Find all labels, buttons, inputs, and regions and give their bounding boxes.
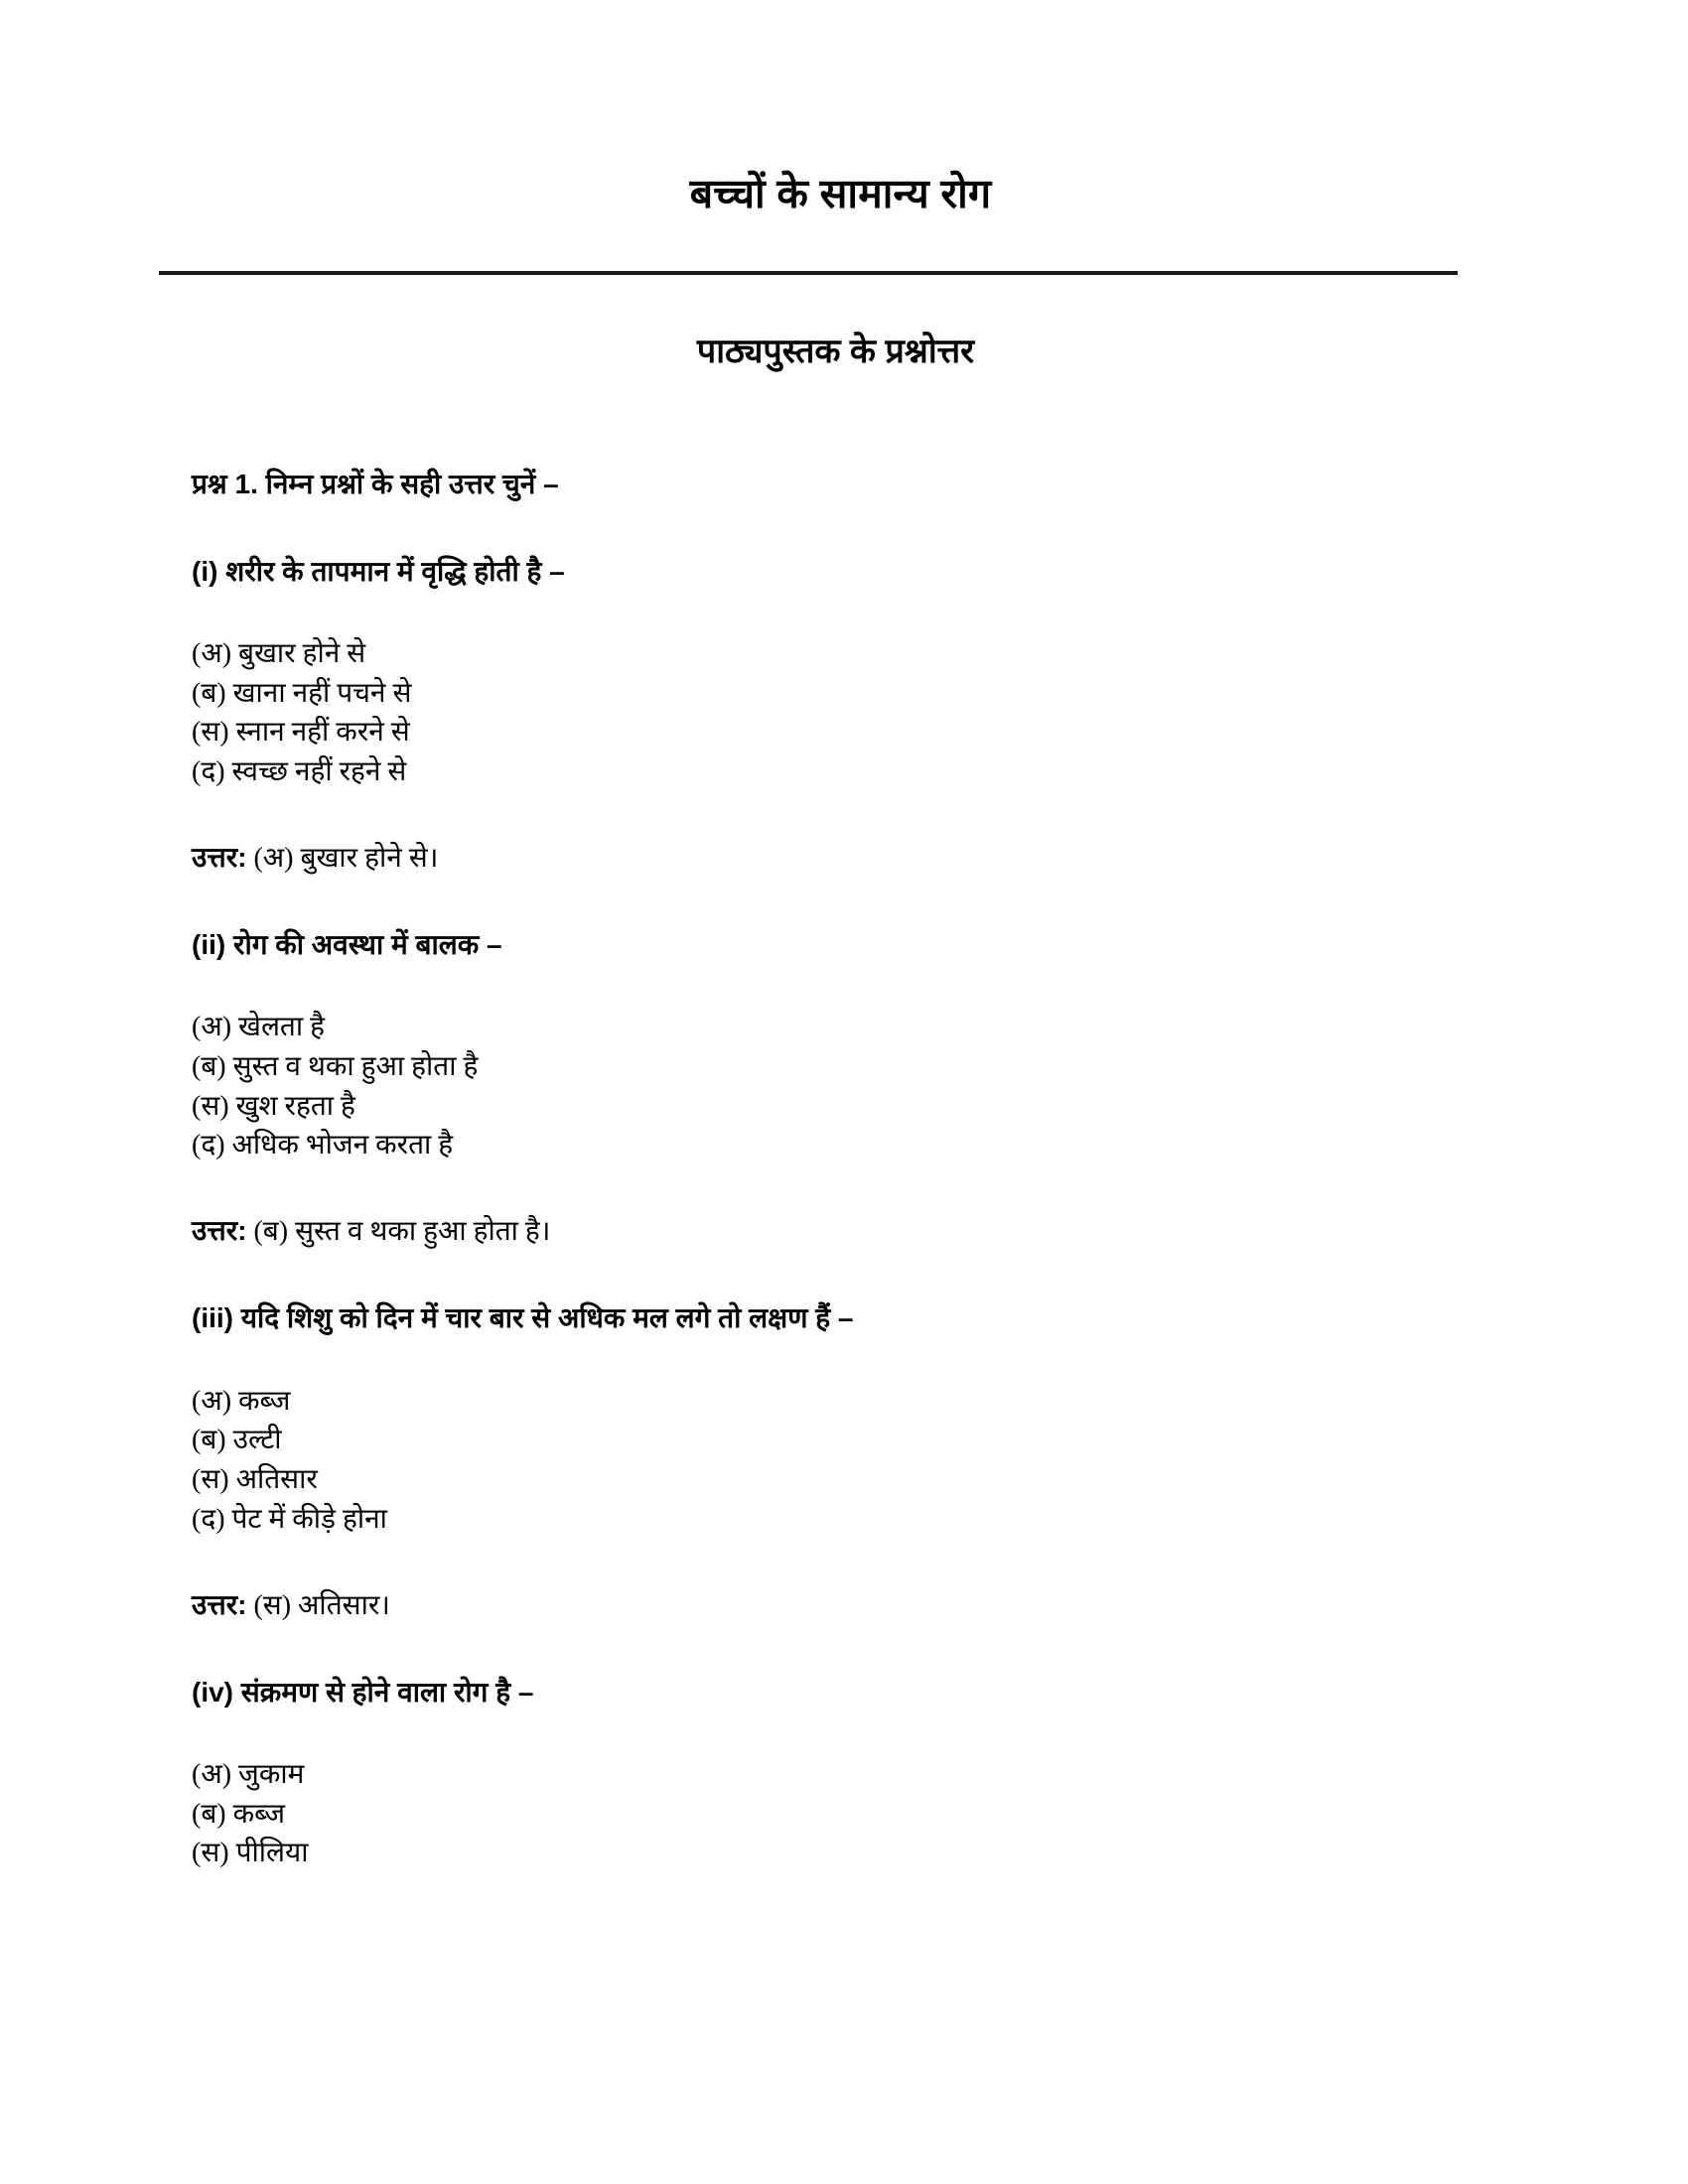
option-item: (स) स्नान नहीं करने से: [192, 717, 410, 749]
option-item: (ब) कब्ज: [192, 1798, 285, 1830]
question-heading: (iii) यदि शिशु को दिन में चार बार से अधिक मल लगे तो लक्षण हैं –: [192, 1302, 854, 1334]
answer-line: [192, 1211, 1489, 1251]
answer-label: उत्तर:: [192, 1215, 247, 1247]
answer-text: (स) अतिसार।: [246, 1589, 390, 1621]
answer-label: उत्तर:: [192, 841, 247, 873]
option-item: (ब) खाना नहीं पचने से: [192, 677, 412, 709]
option-item: (अ) खेलता है: [192, 1012, 326, 1043]
option-item: (स) पीलिया: [192, 1838, 309, 1869]
question-block: [192, 1298, 1489, 1624]
answer-text: (ब) सुस्त व थका हुआ होता है।: [246, 1216, 551, 1248]
option-list: [192, 1008, 1489, 1165]
option-item: (स) खुश रहता है: [192, 1090, 355, 1122]
page-subtitle: पाठ्यपुस्तक के प्रश्नोत्तर: [696, 333, 975, 371]
answer-text: (अ) बुखार होने से।: [246, 842, 439, 874]
option-item: (अ) कब्ज: [192, 1385, 291, 1417]
question-block: [192, 1673, 1489, 1873]
option-item: (द) अधिक भोजन करता है: [192, 1130, 454, 1161]
title-divider: [159, 271, 1458, 275]
main-question-heading: प्रश्न 1. निम्न प्रश्नों के सही उत्तर चुनें –: [192, 469, 559, 500]
answer-line: [192, 838, 1489, 878]
question-block: [192, 925, 1489, 1251]
option-item: (स) अतिसार: [192, 1464, 318, 1496]
option-item: (ब) उल्टी: [192, 1425, 282, 1456]
option-item: (ब) सुस्त व थका हुआ होता है: [192, 1050, 479, 1082]
answer-label: उत्तर:: [192, 1588, 247, 1620]
option-list: [192, 1382, 1489, 1540]
question-heading: (ii) रोग की अवस्था में बालक –: [192, 929, 502, 960]
option-item: (द) पेट में कीड़े होना: [192, 1503, 387, 1535]
option-item: (अ) बुखार होने से: [192, 637, 366, 669]
question-heading: (iv) संक्रमण से होने वाला रोग है –: [192, 1676, 534, 1707]
questions-content: [192, 465, 1489, 1873]
question-heading: (i) शरीर के तापमान में वृद्धि होती है –: [192, 555, 565, 587]
option-list: [192, 1755, 1489, 1873]
answer-line: [192, 1585, 1489, 1625]
option-item: (द) स्वच्छ नहीं रहने से: [192, 756, 407, 788]
option-item: (अ) जुकाम: [192, 1758, 305, 1790]
question-block: [192, 552, 1489, 878]
option-list: [192, 634, 1489, 792]
page-title: बच्चों के सामान्य रोग: [689, 171, 992, 216]
